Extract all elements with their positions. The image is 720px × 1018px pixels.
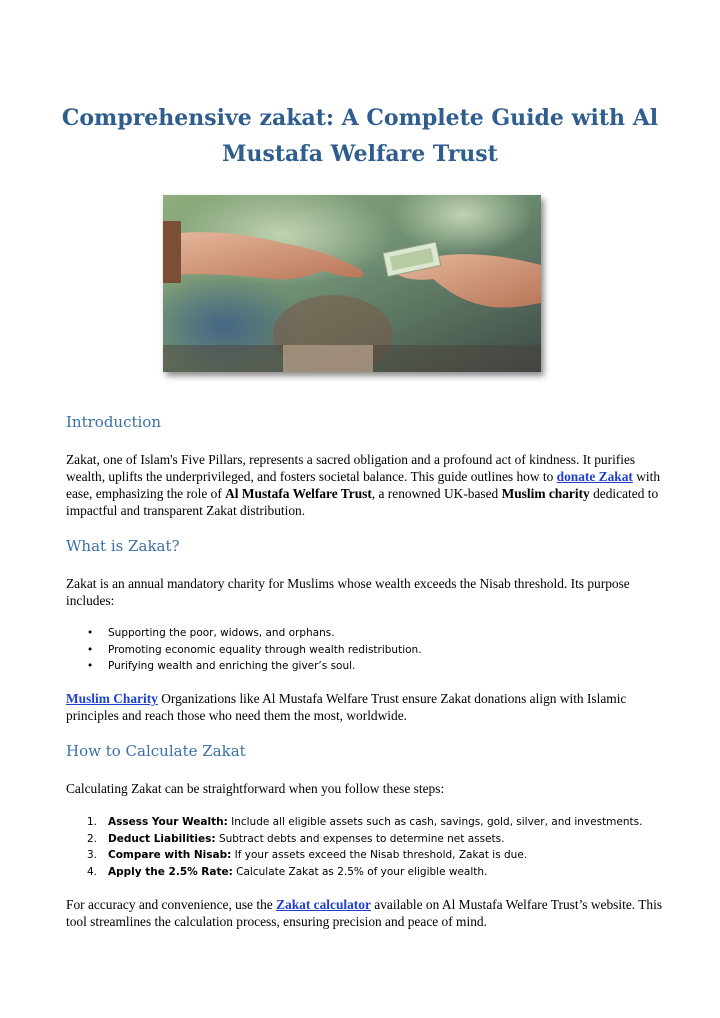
calculator-paragraph: For accuracy and convenience, use the Zakat calculator available on Al Mustafa Welfare Trust’s website. This tool streamlines the calculation process, ensuring precision and peace of mind. <box>66 897 663 929</box>
calculate-intro-paragraph: Calculating Zakat can be straightforward when you follow these steps: <box>66 781 445 796</box>
introduction-paragraph: Zakat, one of Islam's Five Pillars, represents a sacred obligation and a profound act of kindness. It purifies wealth, uplifts the underprivileged, and fosters societal balance. This guide outlines how to donate Zakat with ease, emphasizing the role of Al Mustafa Welfare Trust, a renowned UK-based Muslim charity dedicated to impactful and transparent Zakat distribution. <box>66 452 661 518</box>
list-item: 3. Compare with Nisab: If your assets exceed the Nisab threshold, Zakat is due. <box>87 847 687 864</box>
list-item: 4. Apply the 2.5% Rate: Calculate Zakat as 2.5% of your eligible wealth. <box>87 864 687 881</box>
introduction-heading: Introduction <box>66 413 161 431</box>
muslim-charity-link[interactable]: Muslim Charity <box>66 691 158 706</box>
what-is-zakat-heading: What is Zakat? <box>66 537 180 555</box>
what-is-zakat-paragraph: Zakat is an annual mandatory charity for Muslims whose wealth exceeds the Nisab threshold. Its purpose includes: <box>66 576 630 608</box>
bullet-icon: • <box>87 643 94 656</box>
step-number: 2. <box>87 832 98 845</box>
step-number: 3. <box>87 849 98 861</box>
list-item: • Supporting the poor, widows, and orphans. <box>87 625 687 642</box>
calculate-heading: How to Calculate Zakat <box>66 742 246 760</box>
step-number: 4. <box>87 865 98 878</box>
bullet-icon: • <box>87 627 94 639</box>
list-item: 2. Deduct Liabilities: Subtract debts and expenses to determine net assets. <box>87 831 687 848</box>
zakat-calculator-link[interactable]: Zakat calculator <box>276 897 371 912</box>
list-item: 1. Assess Your Wealth: Include all eligible assets such as cash, savings, gold, silver, and investments. <box>87 814 687 831</box>
bullet-icon: • <box>87 660 94 672</box>
hero-image <box>163 195 541 372</box>
page-title: Comprehensive zakat: A Complete Guide with Al Mustafa Welfare Trust <box>61 105 659 167</box>
calculation-steps-list <box>87 814 687 880</box>
hands-giving-money-image <box>163 195 541 372</box>
list-item: • Purifying wealth and enriching the giver’s soul. <box>87 658 687 675</box>
muslim-charity-paragraph: Muslim Charity Organizations like Al Mustafa Welfare Trust ensure Zakat donations align with Islamic principles and reach those who need them the most, worldwide. <box>66 691 627 723</box>
list-item: • Promoting economic equality through wealth redistribution. <box>87 642 687 659</box>
step-number: 1. <box>87 816 98 828</box>
purpose-list <box>87 625 687 675</box>
donate-zakat-link[interactable]: donate Zakat <box>556 469 633 484</box>
